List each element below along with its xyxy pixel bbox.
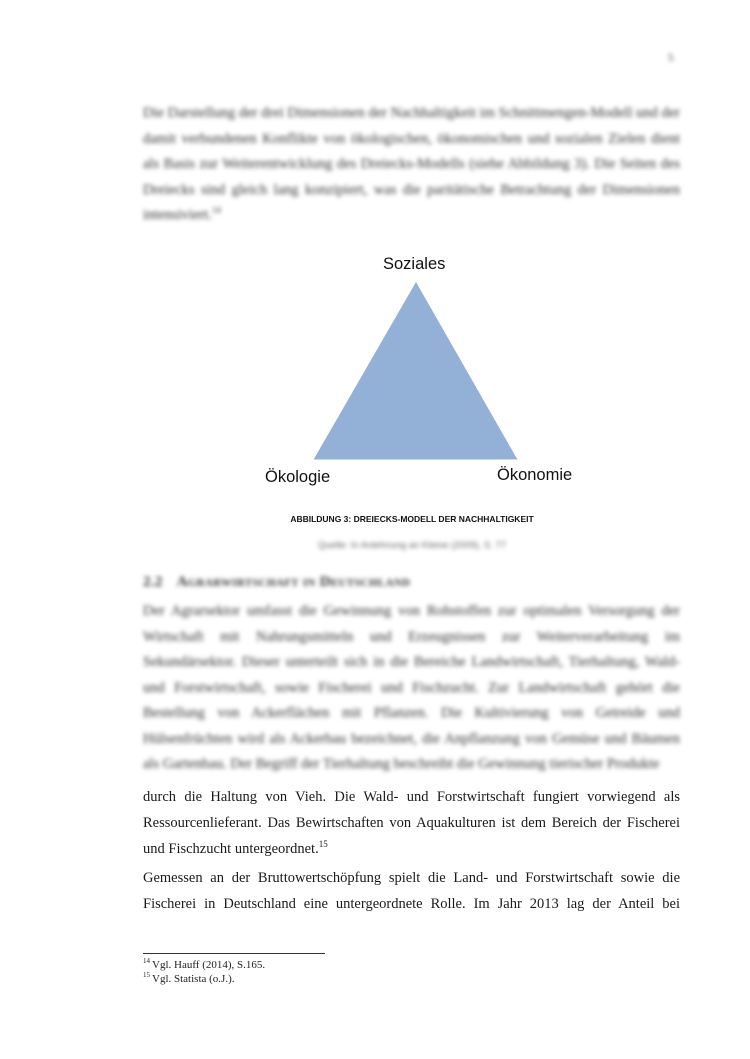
sustainability-triangle: [311, 279, 520, 461]
section-number: 2.2: [143, 574, 163, 590]
text-line-content: und Fischzucht untergeordnet.: [143, 841, 319, 857]
label-oekonomie: Ökonomie: [497, 466, 573, 484]
text-line: durch die Haltung von Vieh. Die Wald- und Forstwirtschaft fungiert vorwiegend als: [143, 789, 680, 805]
footnote-15: [143, 972, 265, 986]
intro-text: Die Darstellung der drei Dimensionen der Nachhaltigkeit im Schnittmengen-Modell und der damit verbundenen Konflikte von ökologischen, ökonomischen und sozialen Zielen dient als Basis zur Weiterentwicklung des Dreiecks-Modells (siehe Abbildung 3). Die Seiten des Dreiecks sind gleich lang konzipiert, was die paritätische Betrachtung der Dimensionen intensiviert.: [143, 105, 680, 223]
section-heading: [143, 574, 410, 591]
footnote-14: [143, 958, 265, 972]
footnote-ref-14: 14: [211, 205, 221, 216]
label-oekologie: Ökologie: [265, 468, 331, 486]
intro-paragraph: [143, 101, 680, 229]
text-line: [143, 836, 680, 862]
footnotes: [143, 958, 265, 986]
footnote-number: 15: [143, 971, 150, 980]
footnote-number: 14: [143, 957, 150, 966]
agrar-paragraph: Der Agrarsektor umfasst die Gewinnung von Rohstoffen zur optimalen Versorgung der Wirtschaft mit Nahrungsmitteln und Erzeugnissen zur Weiterverarbeitung im Sekundärsektor. Dieser unterteilt sich in die Bereiche Landwirtschaft, Tierhaltung, Wald- und Forstwirtschaft, sowie Fischerei und Fischzucht. Zur Landwirtschaft gehört die Bestellung von Ackerflächen mit Pflanzen. Die Kultivierung von Getreide und Hülsenfrüchten wird als Ackerbau bezeichnet, die Anpflanzung von Gemüse und Bäumen als Gartenbau. Der Begriff der Tierhaltung beschreibt die Gewinnung tierischer Produkte: [143, 603, 680, 772]
text-line: Fischerei in Deutschland eine untergeordnete Rolle. Im Jahr 2013 lag der Anteil bei: [143, 896, 680, 912]
footnote-divider: [143, 953, 325, 954]
body-paragraph-bruttowertschoepfung: [143, 865, 680, 917]
triangle-diagram: [0, 245, 750, 495]
figure-caption: ABBILDUNG 3: DREIECKS-MODELL DER NACHHALTIGKEIT: [290, 514, 534, 524]
footnote-ref-15: 15: [318, 839, 328, 850]
body-text-continued: [143, 784, 680, 862]
section-title: Agrarwirtschaft in Deutschland: [176, 574, 411, 590]
footnote-text: Vgl. Statista (o.J.).: [152, 973, 235, 985]
footnote-text: Vgl. Hauff (2014), S.165.: [152, 959, 266, 971]
text-line: Gemessen an der Bruttowertschöpfung spielt die Land- und Forstwirtschaft sowie die: [143, 870, 680, 886]
text-line: Ressourcenlieferant. Das Bewirtschaften von Aquakulturen ist dem Bereich der Fischerei: [143, 815, 680, 831]
triangle-figure: [0, 245, 750, 495]
figure-source: Quelle: In Anlehnung an Kleine (2009), S. 77: [317, 540, 507, 551]
label-soziales: Soziales: [383, 255, 446, 273]
page-number: 5: [668, 52, 674, 64]
